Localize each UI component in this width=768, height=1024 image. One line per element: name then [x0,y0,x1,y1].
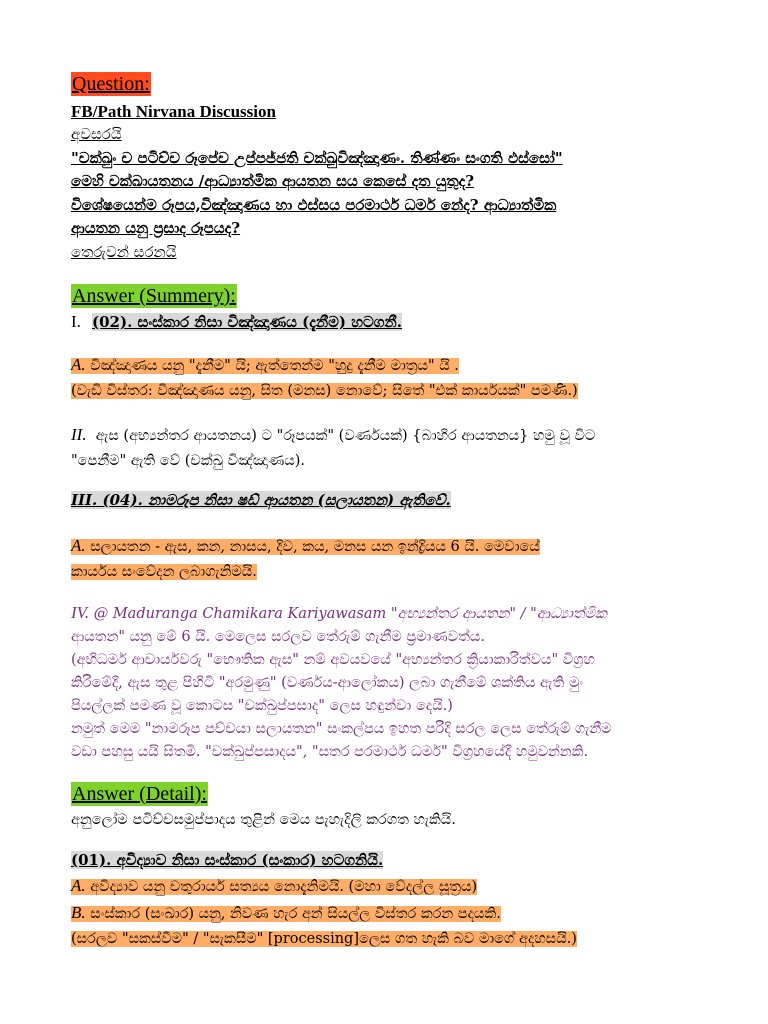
question-line: විශේෂයෙන්ම රූපය,විඤ්ඤාණය හා ඵස්සය පරමාර්ථ ධර්ම නේද? ආධ්‍යාත්මික [71,195,557,214]
summary-item-4-line: (අභිධර්ම ආචාර්යවරු "භෞතික ඇස" නම් අවයවයේ "අභ්‍යන්තර ක්‍රියාකාරිත්වය" විග්‍රහ [71,652,595,668]
summary-item-4-line: වඩා පහසු යයි සිතමි. "චක්ඛුප්පසාදය", "සතර පරමාර්ථ ධර්ම" විග්‍රහයේදී හමුවන්නකි. [71,744,589,760]
detail-item-1-detail [71,873,711,952]
question-section [71,72,711,96]
summary-item-3-line: කාර්යය සංවේදන ලබාගැනිමයි. [71,564,257,580]
summary-item-2-line: "පෙනීම" ඇති වේ (චක්ඛු විඤ්ඤාණය). [71,453,306,469]
item-letter: A. [71,355,86,374]
item-number: IV. [71,603,90,622]
question-body [71,101,711,264]
detail-section [71,782,711,806]
summary-item-4 [71,601,711,764]
detail-item-1-title: (01). අවිද්‍යාව නිසා සංස්කාර (සංකාර) හටගනියි. [71,851,384,869]
question-line: තෙරුවන් සරනයි [71,242,177,261]
detail-item-1-c-text: (සරලව "සකස්වීම" / "සැකසීම" [processing]ලෙස ගත හැකි බව මාගේ අදහසයි.) [71,931,577,947]
summary-item-1-note: (වැඩි විස්තර: විඤ්ඤාණය යනු, සිත (මනස) නොවේ; සිතේ "එක් කාර්යයක්" පමණි.) [71,383,578,399]
summary-item-3-title: III. (04). නාමරූප නිසා ෂඩ් ආයතන (සලායතන) ඇතිවේ. [71,491,451,509]
summary-item-1-detail [71,352,711,404]
summary-item-4-line: @ Maduranga Chamikara Kariyawasam "අභ්‍යන්තර ආයතන" / "ආධ්‍යාත්මික [93,606,607,622]
summary-item-1 [71,312,711,332]
question-title: FB/Path Nirvana Discussion [71,102,276,121]
detail-intro [71,808,711,833]
summary-item-4-line: පියල්ලක් පමණ වූ කොටස "චක්ඛුප්පසාද" ලෙස හඳුන්වා දෙයි.) [71,698,453,714]
detail-heading: Answer (Detail): [72,783,207,805]
summary-heading: Answer (Summery): [72,285,236,307]
item-letter: A. [71,876,86,895]
summary-item-1-title: (02). සංස්කාර නිසා විඤ්ඤාණය (දැනීම) හටගනී. [92,313,402,331]
item-letter: A. [71,536,86,555]
summary-section [71,284,711,308]
summary-item-4-line: ආයතන" යනු මේ 6 යි. මෙලෙස සරලව තේරුම් ගැනීම ප්‍රමාණවත්ය. [71,629,485,645]
detail-item-1-b-text: සංස්කාර (සංඛාර) යනු, නිවණ හැර අන් සියල්ල විස්තර කරන පදයකි. [90,906,501,922]
summary-item-2-line: ඇස (අභ්‍යන්තර ආයතනය) ට "රූපයක්" (වර්ණයක්) {බාහිර ආයතනය} හමු වූ විට [95,428,596,444]
item-letter: B. [71,903,86,922]
summary-item-3 [71,490,711,510]
summary-item-2 [71,422,711,474]
question-line: "චක්ඛුං ච පටිච්ච රූපේච උප්පජ්ජති චක්ඛුවිඤ්ඤාණං. තිණ්ණං සංගති ඵස්සෝ" [71,148,563,167]
detail-intro-text: අනුලෝම පටිච්චසමුප්පාදය තුළින් මෙය පැහැදිලි කරගත හැකියි. [71,812,456,828]
question-line: ආයතන යනු ප්‍රසාද රූපයද? [71,219,241,237]
detail-item-1-a-text: අවිද්‍යාව යනු චතුරාර්ය සත්‍යය නොදැනිමයි. (මහා වේදල්ල සූත්‍රය) [90,879,478,895]
summary-item-4-line: කිරිමේදී, ඇස තුළ පිහිටි "අරමුණු" (වර්ණය-ආලෝකය) ලබා ගැනීමේ ශක්තිය ඇති මුං [71,675,584,691]
item-number: I. [71,312,81,331]
detail-item-1 [71,850,711,870]
summary-item-3-line: සලායතන - ඇස, කන, නාසය, දිව, කය, මනස යන ඉන්ද්‍රියය 6 යි. මෙවායේ [90,539,540,555]
summary-item-3-detail [71,533,711,585]
question-line: මෙහි චක්ඛායතනය /ආධ්‍යාත්මික ආයතන සය කෙසේ දත යුතුද? [71,172,475,190]
question-line: අවසරයි [71,125,122,143]
summary-item-1-a-text: විඤ්ඤාණය යනු "දැනීම" යි; ඇත්තෙන්ම "හුදු දැනීම මාත්‍රය" යි . [90,358,459,374]
item-number: II. [71,425,87,444]
question-heading: Question: [72,73,150,95]
summary-item-4-line: නමුත් මෙම "නාමරූප පච්චයා සලායතන" සංකල්පය ඉහත පරිදි සරල ලෙස තේරුම් ගැනීම [71,721,612,737]
